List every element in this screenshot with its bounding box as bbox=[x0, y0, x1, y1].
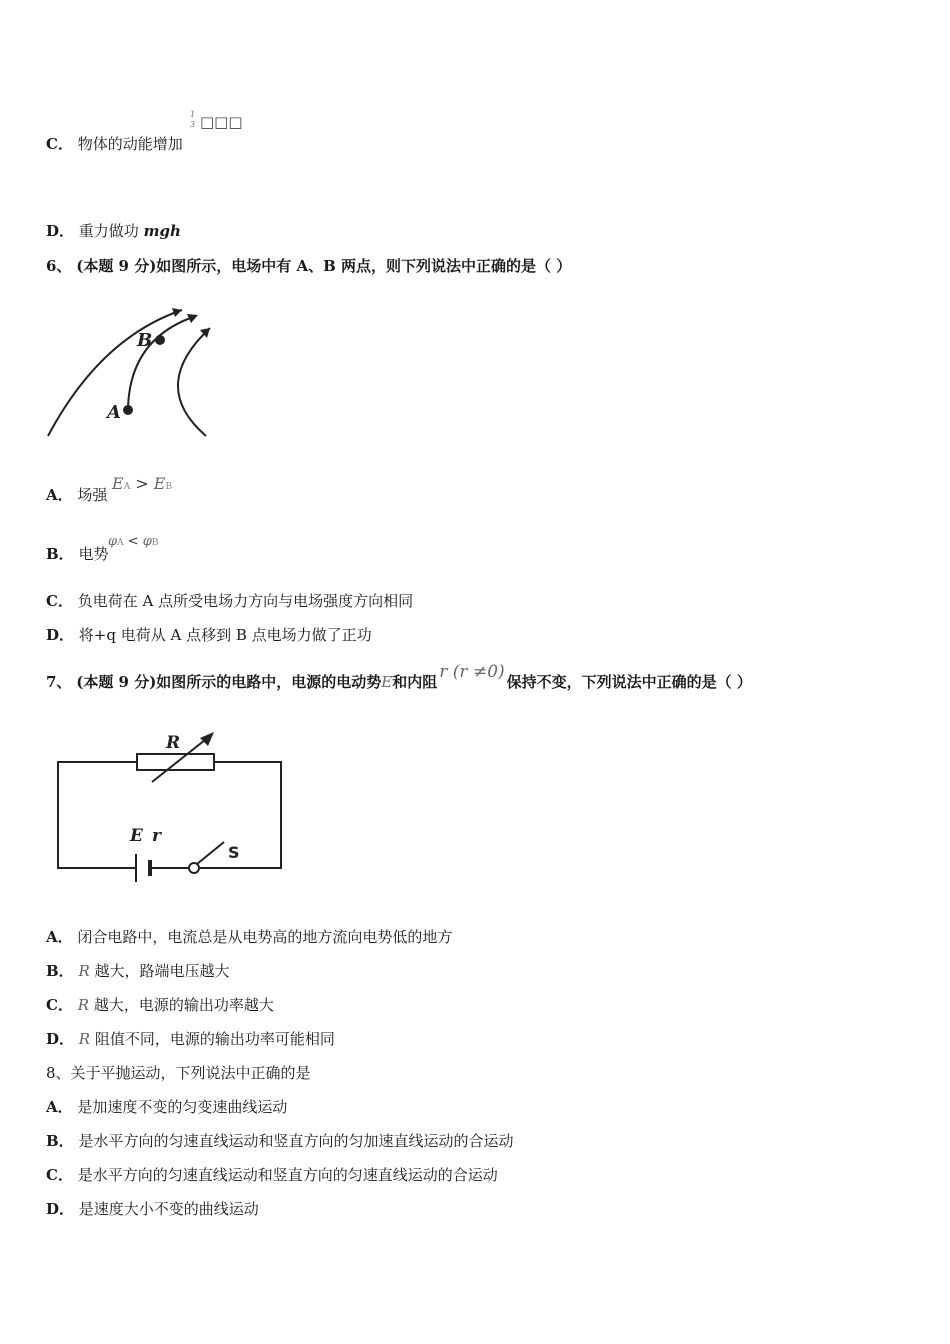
option-label: B． bbox=[46, 962, 74, 980]
math-r: R bbox=[78, 962, 90, 980]
q6-stem bbox=[46, 256, 571, 276]
option-text: 是加速度不变的匀变速曲线运动 bbox=[77, 1098, 288, 1116]
fraction-one-third bbox=[190, 110, 195, 130]
option-label: B． bbox=[46, 1132, 74, 1150]
wire-left bbox=[58, 762, 137, 868]
fraction-denominator: 3 bbox=[190, 120, 196, 129]
arrow-head-1 bbox=[172, 308, 182, 317]
option-label: D． bbox=[46, 222, 75, 240]
resistor-r bbox=[137, 754, 214, 770]
rheostat-arrow-head bbox=[200, 732, 214, 746]
operator: < bbox=[123, 534, 143, 549]
option-text: 越大，电源的输出功率越大 bbox=[93, 996, 274, 1014]
subscript-b: B bbox=[151, 538, 159, 548]
math-e: E bbox=[153, 474, 166, 493]
option-text: 重力做功 bbox=[78, 222, 144, 240]
operator: > bbox=[130, 474, 154, 493]
label-e: E bbox=[130, 826, 143, 846]
q8-option-d bbox=[46, 1199, 259, 1219]
option-label: A． bbox=[46, 1098, 73, 1116]
option-label: C． bbox=[46, 996, 73, 1014]
math-r: R bbox=[78, 1030, 91, 1048]
inequality-phia-lt-phib bbox=[108, 534, 159, 549]
option-text: 是速度大小不变的曲线运动 bbox=[78, 1200, 259, 1218]
label-small-r: r bbox=[152, 826, 161, 846]
fraction-numerator: 1 bbox=[190, 110, 196, 119]
option-label: A． bbox=[46, 928, 73, 946]
option-text: 是水平方向的匀速直线运动和竖直方向的匀速直线运动的合运动 bbox=[77, 1166, 498, 1184]
math-mgh: mgh bbox=[143, 222, 181, 240]
q6-option-d bbox=[46, 625, 372, 645]
field-line-3 bbox=[178, 328, 210, 436]
q5-option-c bbox=[46, 134, 183, 154]
label-r: R bbox=[166, 733, 181, 753]
q7-option-d bbox=[46, 1029, 335, 1049]
inequality-ea-gt-eb bbox=[112, 474, 172, 493]
point-a bbox=[123, 405, 133, 415]
circuit-figure bbox=[48, 728, 293, 893]
subscript-b: B bbox=[165, 482, 173, 492]
option-label: C． bbox=[46, 135, 73, 153]
point-b bbox=[155, 335, 165, 345]
q6-option-c bbox=[46, 591, 413, 611]
option-label: C． bbox=[46, 592, 73, 610]
question-number: 7、 bbox=[46, 673, 72, 691]
q8-option-b bbox=[46, 1131, 513, 1151]
option-text: 负电荷在 A 点所受电场力方向与电场强度方向相同 bbox=[77, 592, 414, 610]
question-number: 6、 bbox=[46, 257, 72, 275]
math-r: R bbox=[77, 996, 90, 1014]
q8-option-c bbox=[46, 1165, 498, 1185]
option-label: D． bbox=[46, 1200, 75, 1218]
switch-lever bbox=[197, 842, 224, 864]
option-label: D． bbox=[46, 1030, 75, 1048]
option-text: 越大，路端电压越大 bbox=[94, 962, 230, 980]
q6-option-a bbox=[46, 485, 107, 505]
label-b: B bbox=[137, 330, 153, 351]
q7-option-a bbox=[46, 927, 452, 947]
math-phi: φ bbox=[108, 534, 118, 549]
q6-option-b bbox=[46, 544, 108, 564]
question-text-1: (本题 9 分)如图所示的电路中，电源的电动势 bbox=[76, 673, 382, 691]
math-e: E bbox=[112, 474, 124, 493]
q8-stem: 8、关于平抛运动，下列说法中正确的是 bbox=[46, 1064, 311, 1082]
subscript-a: A bbox=[123, 482, 131, 492]
rheostat-arrow-shaft bbox=[152, 736, 210, 782]
option-label: A． bbox=[46, 486, 73, 504]
label-a: A bbox=[107, 402, 121, 423]
electric-field-figure bbox=[40, 288, 220, 443]
option-text: 电势 bbox=[78, 545, 109, 563]
label-s: S bbox=[228, 843, 240, 862]
option-label: B． bbox=[46, 545, 74, 563]
option-text: 将+q 电荷从 A 点移到 B 点电场力做了正功 bbox=[78, 626, 372, 644]
option-text: 是水平方向的匀速直线运动和竖直方向的匀加速直线运动的合运动 bbox=[78, 1132, 514, 1150]
math-phi: φ bbox=[142, 534, 152, 549]
question-text: (本题 9 分)如图所示，电场中有 A、B 两点，则下列说法中正确的是（ ） bbox=[76, 257, 572, 275]
option-label: C． bbox=[46, 1166, 73, 1184]
option-text: 阻值不同，电源的输出功率可能相同 bbox=[94, 1030, 335, 1048]
option-text: 物体的动能增加 bbox=[77, 135, 183, 153]
q7-stem bbox=[46, 662, 752, 692]
option-text: 场强 bbox=[77, 486, 108, 504]
option-text: 闭合电路中，电流总是从电势高的地方流向电势低的地方 bbox=[77, 928, 453, 946]
q7-option-b bbox=[46, 961, 230, 981]
q7-option-c bbox=[46, 995, 274, 1015]
math-e: E bbox=[381, 673, 393, 691]
option-label: D． bbox=[46, 626, 75, 644]
q8-option-a bbox=[46, 1097, 287, 1117]
missing-glyphs: □□□ bbox=[200, 113, 243, 131]
subscript-a: A bbox=[117, 538, 124, 548]
math-r-neq-0: r (r ≠0) bbox=[439, 662, 505, 682]
question-text-2: 和内阻 bbox=[392, 673, 438, 691]
question-text-3: 保持不变，下列说法中正确的是（ ） bbox=[506, 673, 752, 691]
q5-option-d bbox=[46, 221, 181, 241]
